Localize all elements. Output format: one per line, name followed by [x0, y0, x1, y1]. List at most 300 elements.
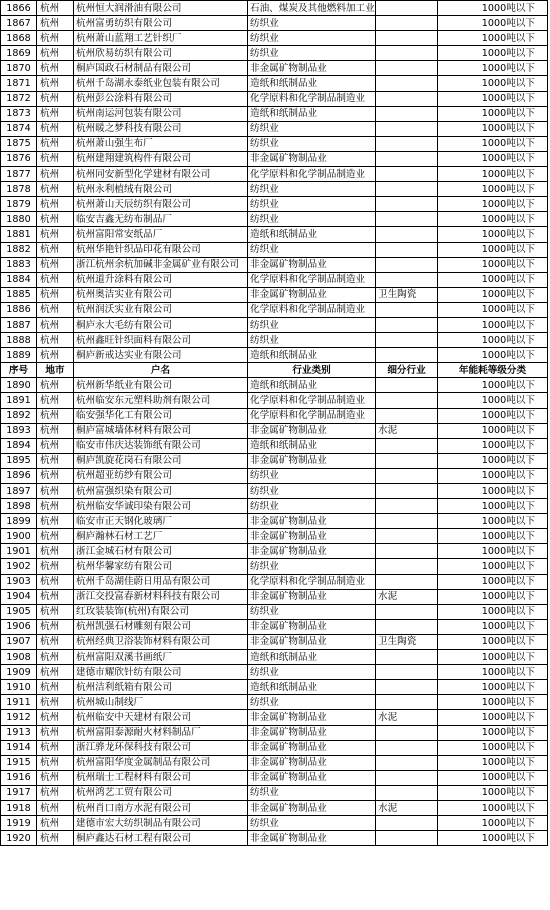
cell-index: 1874 [1, 121, 37, 136]
cell-company: 临安市伟庆达装饰纸有限公司 [74, 438, 248, 453]
cell-industry: 非金属矿物制品业 [248, 770, 376, 785]
cell-company: 杭州恒大润滑油有限公司 [74, 1, 248, 16]
cell-company: 杭州萧山强生布厂 [74, 136, 248, 151]
cell-energy-level: 1000吨以下 [438, 816, 548, 831]
cell-industry: 纺织业 [248, 499, 376, 514]
cell-company: 浙江杭州余杭加碱非金属矿业有限公司 [74, 257, 248, 272]
cell-company: 临安强华化工有限公司 [74, 408, 248, 423]
cell-company: 杭州欣易纺织有限公司 [74, 46, 248, 61]
cell-city: 杭州 [37, 61, 74, 76]
cell-energy-level: 1000吨以下 [438, 785, 548, 800]
cell-industry: 纺织业 [248, 317, 376, 332]
cell-index: 1896 [1, 468, 37, 483]
cell-city: 杭州 [37, 680, 74, 695]
cell-company: 杭州润沃实业有限公司 [74, 302, 248, 317]
cell-industry: 造纸和纸制品业 [248, 650, 376, 665]
cell-subindustry [376, 529, 438, 544]
cell-index: 1867 [1, 16, 37, 31]
cell-city: 杭州 [37, 227, 74, 242]
cell-industry: 纺织业 [248, 816, 376, 831]
cell-energy-level: 1000吨以下 [438, 106, 548, 121]
cell-company: 杭州临安东元塑料助剂有限公司 [74, 393, 248, 408]
cell-company: 杭州奥洁实业有限公司 [74, 287, 248, 302]
cell-city: 杭州 [37, 770, 74, 785]
cell-city: 杭州 [37, 348, 74, 363]
cell-index: 1913 [1, 725, 37, 740]
cell-energy-level: 1000吨以下 [438, 680, 548, 695]
cell-energy-level: 1000吨以下 [438, 272, 548, 287]
cell-industry: 化学原料和化学制品制造业 [248, 408, 376, 423]
cell-index: 1911 [1, 695, 37, 710]
cell-subindustry [376, 31, 438, 46]
cell-company: 桐庐新戒达实业有限公司 [74, 348, 248, 363]
table-row [1, 831, 548, 846]
table-row [1, 484, 548, 499]
cell-subindustry [376, 831, 438, 846]
cell-city: 杭州 [37, 544, 74, 559]
cell-industry: 化学原料和化学制品制造业 [248, 393, 376, 408]
table-row [1, 604, 548, 619]
cell-index: 1902 [1, 559, 37, 574]
table-row [1, 514, 548, 529]
cell-index: 1872 [1, 91, 37, 106]
cell-energy-level: 1000吨以下 [438, 589, 548, 604]
cell-industry: 造纸和纸制品业 [248, 106, 376, 121]
table-header [1, 363, 548, 378]
table-row [1, 317, 548, 332]
cell-company: 杭州暖之梦科技有限公司 [74, 121, 248, 136]
cell-city: 杭州 [37, 710, 74, 725]
cell-city: 杭州 [37, 182, 74, 197]
cell-industry: 纺织业 [248, 484, 376, 499]
cell-energy-level: 1000吨以下 [438, 453, 548, 468]
cell-industry: 造纸和纸制品业 [248, 438, 376, 453]
cell-index: 1899 [1, 514, 37, 529]
cell-energy-level: 1000吨以下 [438, 544, 548, 559]
cell-industry: 纺织业 [248, 121, 376, 136]
table-row [1, 725, 548, 740]
cell-city: 杭州 [37, 136, 74, 151]
table-row [1, 136, 548, 151]
table-row [1, 816, 548, 831]
cell-company: 杭州富阳华度金属制品有限公司 [74, 755, 248, 770]
cell-energy-level: 1000吨以下 [438, 393, 548, 408]
cell-company: 杭州富阳泰源耐火材料制品厂 [74, 725, 248, 740]
table-row [1, 438, 548, 453]
cell-subindustry [376, 348, 438, 363]
cell-company: 桐庐永大毛纺有限公司 [74, 317, 248, 332]
cell-index: 1877 [1, 167, 37, 182]
cell-energy-level: 1000吨以下 [438, 408, 548, 423]
cell-industry: 非金属矿物制品业 [248, 544, 376, 559]
cell-index: 1866 [1, 1, 37, 16]
cell-subindustry [376, 604, 438, 619]
table-row [1, 650, 548, 665]
cell-energy-level: 1000吨以下 [438, 333, 548, 348]
table-row [1, 16, 548, 31]
cell-subindustry [376, 16, 438, 31]
cell-subindustry [376, 665, 438, 680]
cell-subindustry: 水泥 [376, 800, 438, 815]
table-row [1, 740, 548, 755]
cell-industry: 非金属矿物制品业 [248, 619, 376, 634]
cell-company: 浙江交投富春新材料科技有限公司 [74, 589, 248, 604]
cell-city: 杭州 [37, 468, 74, 483]
cell-energy-level: 1000吨以下 [438, 559, 548, 574]
cell-industry: 石油、煤炭及其他燃料加工业 [248, 1, 376, 16]
header-city: 地市 [37, 363, 74, 378]
cell-index: 1891 [1, 393, 37, 408]
cell-industry: 非金属矿物制品业 [248, 710, 376, 725]
cell-subindustry [376, 740, 438, 755]
cell-city: 杭州 [37, 46, 74, 61]
cell-industry: 非金属矿物制品业 [248, 453, 376, 468]
cell-company: 杭州鸿艺工贸有限公司 [74, 785, 248, 800]
table-body-top [1, 1, 548, 363]
header-index: 序号 [1, 363, 37, 378]
cell-energy-level: 1000吨以下 [438, 61, 548, 76]
cell-subindustry [376, 393, 438, 408]
table-row [1, 197, 548, 212]
cell-company: 浙江骅龙环保科技有限公司 [74, 740, 248, 755]
cell-subindustry: 水泥 [376, 589, 438, 604]
cell-company: 杭州富勇纺织有限公司 [74, 16, 248, 31]
table-row [1, 559, 548, 574]
cell-index: 1903 [1, 574, 37, 589]
cell-subindustry [376, 544, 438, 559]
table-row [1, 453, 548, 468]
cell-index: 1873 [1, 106, 37, 121]
cell-subindustry [376, 816, 438, 831]
cell-energy-level: 1000吨以下 [438, 499, 548, 514]
cell-subindustry [376, 257, 438, 272]
cell-company: 桐庐国政石材制品有限公司 [74, 61, 248, 76]
table-row [1, 619, 548, 634]
cell-company: 杭州永利植绒有限公司 [74, 182, 248, 197]
cell-industry: 造纸和纸制品业 [248, 76, 376, 91]
cell-company: 杭州同安新型化学建材有限公司 [74, 167, 248, 182]
cell-industry: 纺织业 [248, 242, 376, 257]
header-energy-level: 年能耗等级分类 [438, 363, 548, 378]
cell-company: 杭州超亚纺纱有限公司 [74, 468, 248, 483]
cell-company: 杭州彭公涂料有限公司 [74, 91, 248, 106]
cell-company: 建德市宏大纺织制品有限公司 [74, 816, 248, 831]
table-row [1, 408, 548, 423]
header-subindustry: 细分行业 [376, 363, 438, 378]
cell-subindustry [376, 499, 438, 514]
cell-subindustry: 卫生陶瓷 [376, 287, 438, 302]
table-row [1, 770, 548, 785]
cell-energy-level: 1000吨以下 [438, 529, 548, 544]
cell-subindustry [376, 46, 438, 61]
table-row [1, 378, 548, 393]
cell-city: 杭州 [37, 831, 74, 846]
cell-energy-level: 1000吨以下 [438, 604, 548, 619]
cell-city: 杭州 [37, 484, 74, 499]
table-row [1, 167, 548, 182]
cell-industry: 纺织业 [248, 31, 376, 46]
cell-subindustry [376, 770, 438, 785]
cell-industry: 非金属矿物制品业 [248, 725, 376, 740]
table-row [1, 151, 548, 166]
cell-city: 杭州 [37, 333, 74, 348]
cell-subindustry [376, 574, 438, 589]
cell-industry: 纺织业 [248, 16, 376, 31]
cell-subindustry [376, 378, 438, 393]
cell-industry: 非金属矿物制品业 [248, 589, 376, 604]
table-row [1, 212, 548, 227]
cell-index: 1908 [1, 650, 37, 665]
cell-index: 1919 [1, 816, 37, 831]
cell-energy-level: 1000吨以下 [438, 468, 548, 483]
cell-index: 1901 [1, 544, 37, 559]
cell-city: 杭州 [37, 31, 74, 46]
cell-city: 杭州 [37, 785, 74, 800]
cell-subindustry [376, 468, 438, 483]
cell-subindustry [376, 559, 438, 574]
cell-city: 杭州 [37, 16, 74, 31]
cell-energy-level: 1000吨以下 [438, 46, 548, 61]
cell-company: 红玫装装饰(杭州)有限公司 [74, 604, 248, 619]
cell-company: 桐庐瀚林石材工艺厂 [74, 529, 248, 544]
cell-index: 1889 [1, 348, 37, 363]
cell-index: 1888 [1, 333, 37, 348]
cell-index: 1897 [1, 484, 37, 499]
table-row [1, 76, 548, 91]
cell-city: 杭州 [37, 91, 74, 106]
table-row [1, 544, 548, 559]
cell-industry: 非金属矿物制品业 [248, 287, 376, 302]
cell-subindustry [376, 151, 438, 166]
cell-subindustry [376, 453, 438, 468]
cell-industry: 非金属矿物制品业 [248, 151, 376, 166]
cell-company: 杭州瑞士工程材料有限公司 [74, 770, 248, 785]
cell-subindustry [376, 121, 438, 136]
cell-index: 1887 [1, 317, 37, 332]
header-company: 户名 [74, 363, 248, 378]
cell-city: 杭州 [37, 604, 74, 619]
cell-city: 杭州 [37, 755, 74, 770]
cell-subindustry [376, 61, 438, 76]
cell-company: 杭州富阳双溪书画纸厂 [74, 650, 248, 665]
cell-company: 桐庐凯旋花岗石有限公司 [74, 453, 248, 468]
table-row [1, 46, 548, 61]
cell-company: 杭州道升涂料有限公司 [74, 272, 248, 287]
cell-city: 杭州 [37, 212, 74, 227]
cell-index: 1881 [1, 227, 37, 242]
table-row [1, 348, 548, 363]
cell-subindustry [376, 242, 438, 257]
cell-subindustry [376, 680, 438, 695]
cell-subindustry [376, 212, 438, 227]
cell-company: 杭州建翔建筑构件有限公司 [74, 151, 248, 166]
cell-index: 1870 [1, 61, 37, 76]
cell-industry: 纺织业 [248, 604, 376, 619]
cell-subindustry [376, 484, 438, 499]
cell-subindustry [376, 725, 438, 740]
cell-industry: 纺织业 [248, 212, 376, 227]
cell-company: 杭州萧山天辰纺织有限公司 [74, 197, 248, 212]
cell-city: 杭州 [37, 695, 74, 710]
cell-index: 1906 [1, 619, 37, 634]
cell-energy-level: 1000吨以下 [438, 1, 548, 16]
cell-energy-level: 1000吨以下 [438, 514, 548, 529]
cell-index: 1918 [1, 800, 37, 815]
cell-company: 杭州凯强石材雕刻有限公司 [74, 619, 248, 634]
cell-industry: 化学原料和化学制品制造业 [248, 302, 376, 317]
table-row [1, 755, 548, 770]
cell-index: 1909 [1, 665, 37, 680]
cell-company: 杭州经典卫浴装饰材料有限公司 [74, 634, 248, 649]
cell-subindustry [376, 91, 438, 106]
cell-energy-level: 1000吨以下 [438, 438, 548, 453]
table-row [1, 182, 548, 197]
table-row [1, 1, 548, 16]
cell-index: 1907 [1, 634, 37, 649]
cell-company: 浙江金城石材有限公司 [74, 544, 248, 559]
cell-subindustry [376, 167, 438, 182]
cell-industry: 非金属矿物制品业 [248, 831, 376, 846]
table-row [1, 333, 548, 348]
cell-industry: 纺织业 [248, 665, 376, 680]
cell-index: 1920 [1, 831, 37, 846]
cell-index: 1915 [1, 755, 37, 770]
cell-index: 1894 [1, 438, 37, 453]
cell-subindustry [376, 755, 438, 770]
cell-city: 杭州 [37, 76, 74, 91]
cell-city: 杭州 [37, 106, 74, 121]
cell-energy-level: 1000吨以下 [438, 151, 548, 166]
cell-index: 1890 [1, 378, 37, 393]
cell-energy-level: 1000吨以下 [438, 800, 548, 815]
cell-company: 桐庐富城墙体材料有限公司 [74, 423, 248, 438]
cell-energy-level: 1000吨以下 [438, 423, 548, 438]
cell-city: 杭州 [37, 272, 74, 287]
table-row [1, 302, 548, 317]
cell-index: 1883 [1, 257, 37, 272]
cell-index: 1916 [1, 770, 37, 785]
cell-city: 杭州 [37, 121, 74, 136]
table-row [1, 227, 548, 242]
table-row [1, 680, 548, 695]
cell-industry: 纺织业 [248, 785, 376, 800]
cell-city: 杭州 [37, 242, 74, 257]
cell-index: 1898 [1, 499, 37, 514]
cell-industry: 化学原料和化学制品制造业 [248, 574, 376, 589]
cell-energy-level: 1000吨以下 [438, 484, 548, 499]
cell-energy-level: 1000吨以下 [438, 257, 548, 272]
cell-industry: 非金属矿物制品业 [248, 61, 376, 76]
cell-subindustry [376, 514, 438, 529]
cell-city: 杭州 [37, 650, 74, 665]
cell-company: 杭州南运河包装有限公司 [74, 106, 248, 121]
cell-industry: 纺织业 [248, 559, 376, 574]
cell-energy-level: 1000吨以下 [438, 710, 548, 725]
cell-energy-level: 1000吨以下 [438, 770, 548, 785]
cell-index: 1885 [1, 287, 37, 302]
cell-subindustry [376, 650, 438, 665]
cell-company: 杭州富强织染有限公司 [74, 484, 248, 499]
cell-city: 杭州 [37, 317, 74, 332]
cell-index: 1876 [1, 151, 37, 166]
cell-industry: 化学原料和化学制品制造业 [248, 272, 376, 287]
cell-city: 杭州 [37, 197, 74, 212]
table-body-bottom [1, 378, 548, 846]
cell-subindustry [376, 619, 438, 634]
cell-energy-level: 1000吨以下 [438, 725, 548, 740]
cell-energy-level: 1000吨以下 [438, 348, 548, 363]
table-row [1, 91, 548, 106]
cell-city: 杭州 [37, 378, 74, 393]
cell-index: 1917 [1, 785, 37, 800]
cell-company: 杭州华艳针织品印花有限公司 [74, 242, 248, 257]
cell-energy-level: 1000吨以下 [438, 227, 548, 242]
header-row [1, 363, 548, 378]
cell-subindustry [376, 182, 438, 197]
table-row [1, 31, 548, 46]
cell-industry: 非金属矿物制品业 [248, 740, 376, 755]
cell-index: 1879 [1, 197, 37, 212]
cell-city: 杭州 [37, 257, 74, 272]
cell-energy-level: 1000吨以下 [438, 831, 548, 846]
cell-industry: 纺织业 [248, 46, 376, 61]
table-row [1, 121, 548, 136]
cell-energy-level: 1000吨以下 [438, 695, 548, 710]
cell-energy-level: 1000吨以下 [438, 634, 548, 649]
table-row [1, 529, 548, 544]
cell-industry: 纺织业 [248, 695, 376, 710]
table-row [1, 423, 548, 438]
table-row [1, 106, 548, 121]
cell-subindustry [376, 136, 438, 151]
cell-index: 1912 [1, 710, 37, 725]
cell-index: 1886 [1, 302, 37, 317]
cell-city: 杭州 [37, 423, 74, 438]
cell-company: 临安市正天钢化玻璃厂 [74, 514, 248, 529]
cell-company: 杭州临安中天建材有限公司 [74, 710, 248, 725]
cell-company: 临安吉鑫无纺布制品厂 [74, 212, 248, 227]
cell-company: 杭州富阳常安纸品厂 [74, 227, 248, 242]
cell-index: 1880 [1, 212, 37, 227]
table-row [1, 589, 548, 604]
cell-energy-level: 1000吨以下 [438, 182, 548, 197]
cell-industry: 造纸和纸制品业 [248, 227, 376, 242]
cell-energy-level: 1000吨以下 [438, 76, 548, 91]
cell-subindustry [376, 317, 438, 332]
cell-subindustry [376, 227, 438, 242]
cell-energy-level: 1000吨以下 [438, 136, 548, 151]
table-row [1, 242, 548, 257]
cell-city: 杭州 [37, 740, 74, 755]
cell-city: 杭州 [37, 408, 74, 423]
cell-city: 杭州 [37, 151, 74, 166]
cell-index: 1904 [1, 589, 37, 604]
cell-industry: 化学原料和化学制品制造业 [248, 91, 376, 106]
cell-city: 杭州 [37, 665, 74, 680]
cell-industry: 化学原料和化学制品制造业 [248, 167, 376, 182]
cell-subindustry [376, 76, 438, 91]
cell-subindustry: 水泥 [376, 710, 438, 725]
cell-index: 1871 [1, 76, 37, 91]
cell-company: 建德市耀欣针纺有限公司 [74, 665, 248, 680]
cell-company: 杭州千岛湖佳蔚日用品有限公司 [74, 574, 248, 589]
table-row [1, 393, 548, 408]
cell-city: 杭州 [37, 725, 74, 740]
table-row [1, 61, 548, 76]
cell-industry: 纺织业 [248, 468, 376, 483]
cell-index: 1905 [1, 604, 37, 619]
cell-energy-level: 1000吨以下 [438, 167, 548, 182]
